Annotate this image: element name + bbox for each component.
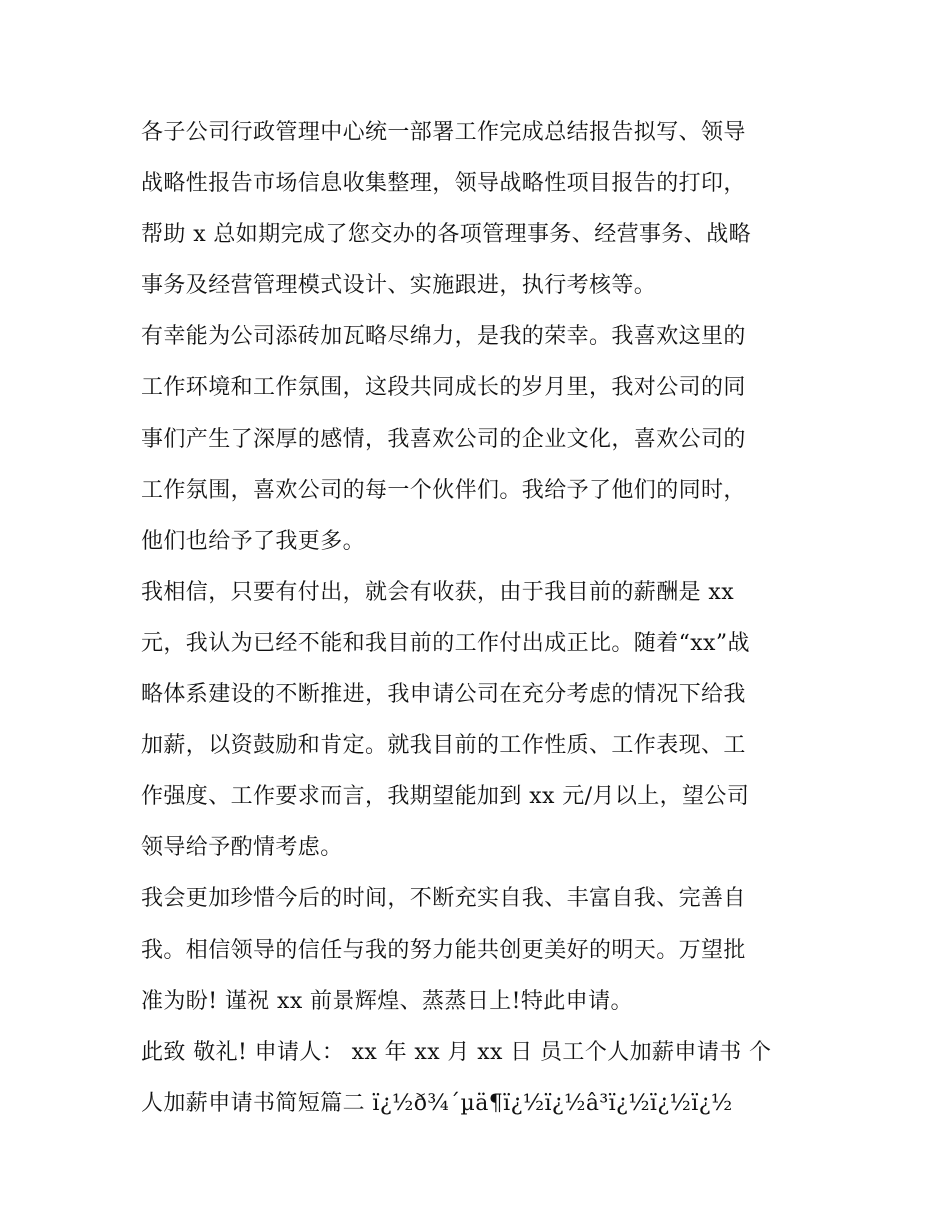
text-line: 战略性报告市场信息收集整理，领导战略性项目报告的打印， (141, 171, 746, 197)
text-line: 作强度、工作要求而言，我期望能加到 xx 元/月以上，望公司 (141, 784, 750, 810)
paragraph-signature (141, 1027, 821, 1129)
text-line: 人加薪申请书简短篇二 ï¿½ð¾´µä¶ï¿½ï¿½â³ï¿½ï¿½ï¿½ (141, 1090, 733, 1116)
text-line: 工作环境和工作氛围，这段共同成长的岁月里，我对公司的同 (141, 375, 746, 401)
text-line: 准为盼! 谨祝 xx 前景辉煌、蒸蒸日上!特此申请。 (141, 988, 633, 1014)
text-line: 他们也给予了我更多。 (141, 528, 366, 554)
text-line: 元，我认为已经不能和我目前的工作付出成正比。随着“xx”战 (141, 630, 750, 656)
paragraph-gratitude (141, 311, 821, 566)
text-line: 领导给予酌情考虑。 (141, 835, 343, 861)
paragraph-raise-request (141, 567, 821, 874)
text-line: 我相信，只要有付出，就会有收获，由于我目前的薪酬是 xx (141, 579, 735, 605)
text-line: 事们产生了深厚的感情，我喜欢公司的企业文化，喜欢公司的 (141, 426, 746, 452)
text-line: 工作氛围，喜欢公司的每一个伙伴们。我给予了他们的同时， (141, 477, 746, 503)
text-line: 略体系建设的不断推进，我申请公司在充分考虑的情况下给我 (141, 682, 746, 708)
text-line: 有幸能为公司添砖加瓦略尽绵力，是我的荣幸。我喜欢这里的 (141, 324, 746, 350)
text-line: 加薪，以资鼓励和肯定。就我目前的工作性质、工作表现、工 (141, 733, 746, 759)
paragraph-closing (141, 873, 821, 1026)
text-line: 帮助 x 总如期完成了您交办的各项管理事务、经营事务、战略 (141, 222, 751, 248)
document-body (141, 107, 821, 1129)
text-line: 我。相信领导的信任与我的努力能共创更美好的明天。万望批 (141, 937, 746, 963)
text-line: 各子公司行政管理中心统一部署工作完成总结报告拟写、领导 (141, 120, 746, 145)
text-line: 我会更加珍惜今后的时间，不断充实自我、丰富自我、完善自 (141, 886, 746, 912)
text-line: 此致 敬礼! 申请人： xx 年 xx 月 xx 日 员工个人加薪申请书 个 (141, 1039, 772, 1065)
paragraph-work-summary (141, 107, 821, 311)
text-line: 事务及经营管理模式设计、实施跟进，执行考核等。 (141, 273, 657, 299)
